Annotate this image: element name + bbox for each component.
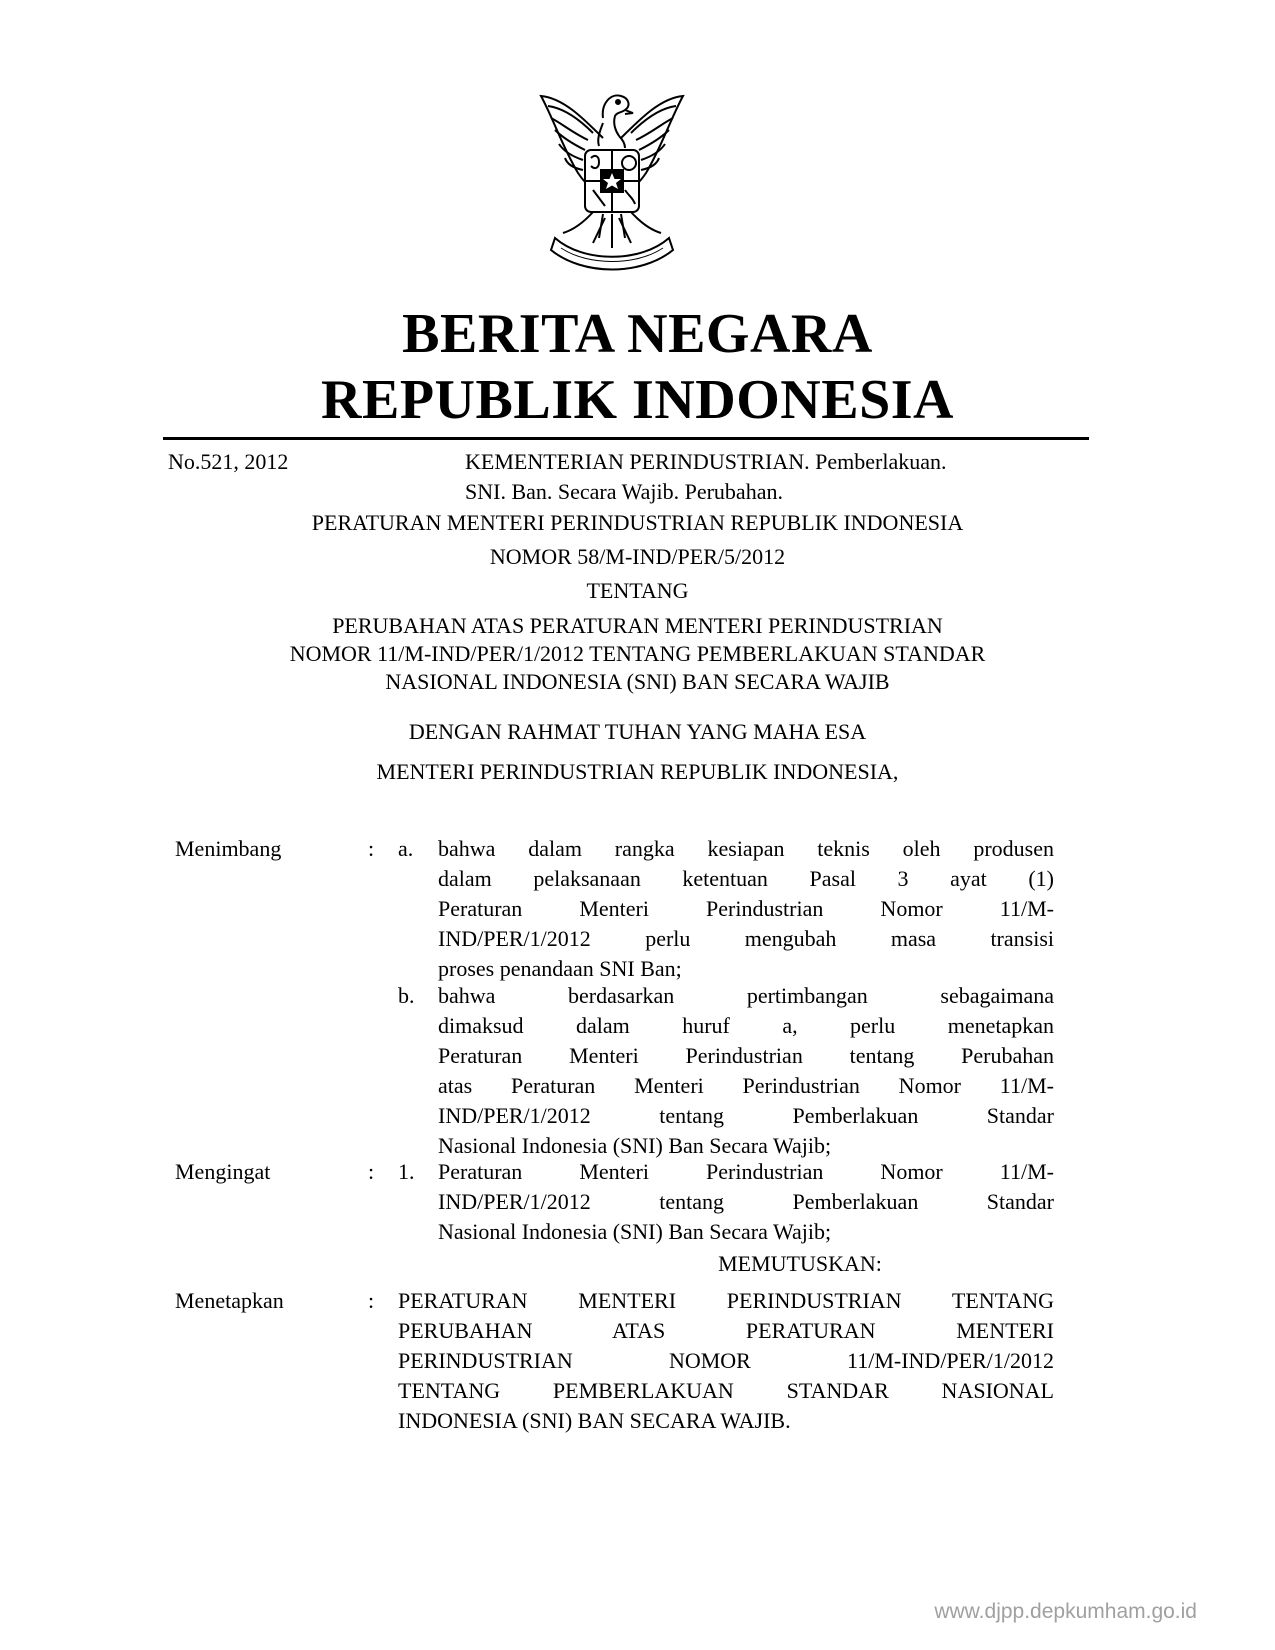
issuing-authority: MENTERI PERINDUSTRIAN REPUBLIK INDONESIA, — [376, 759, 899, 784]
regulation-title: PERATURAN MENTERI PERINDUSTRIAN REPUBLIK INDONESIA — [311, 510, 964, 535]
masthead-subtitle: REPUBLIK INDONESIA — [321, 369, 954, 431]
menimbang-item-a — [438, 834, 1054, 984]
gazette-number: No.521, 2012 — [168, 449, 289, 474]
item-marker-b: b. — [398, 983, 415, 1008]
regulation-number: NOMOR 58/M-IND/PER/5/2012 — [489, 544, 786, 569]
menetapkan-label: Menetapkan — [175, 1288, 284, 1313]
memutuskan-heading: MEMUTUSKAN: — [718, 1251, 882, 1276]
text-line: INDONESIA (SNI) BAN SECARA WAJIB. — [398, 1408, 791, 1433]
source-url: www.djpp.depkumham.go.id — [934, 1600, 1197, 1623]
text-line: IND/PER/1/2012 tentang Pemberlakuan Standar — [438, 1189, 1054, 1214]
text-line: dimaksud dalam huruf a, perlu menetapkan — [438, 1013, 1054, 1038]
text-line: PERUBAHAN ATAS PERATURAN MENTERI — [398, 1318, 1054, 1343]
mengingat-item-1 — [438, 1157, 1054, 1247]
text-line: dalam pelaksanaan ketentuan Pasal 3 ayat (1) — [438, 866, 1054, 891]
text-line: Peraturan Menteri Perindustrian Nomor 11/M- — [438, 1159, 1054, 1184]
regulation-subject: PERUBAHAN ATAS PERATURAN MENTERI PERINDUSTRIAN — [332, 613, 943, 638]
mengingat-label: Mengingat — [175, 1159, 271, 1184]
text-line: PERINDUSTRIAN NOMOR 11/M-IND/PER/1/2012 — [398, 1348, 1054, 1373]
masthead-rule — [163, 437, 1089, 440]
summary-line: KEMENTERIAN PERINDUSTRIAN. Pemberlakuan. — [465, 449, 947, 474]
text-line: bahwa dalam rangka kesiapan teknis oleh produsen — [438, 836, 1054, 861]
text-line: Nasional Indonesia (SNI) Ban Secara Wajib; — [438, 1219, 832, 1244]
menimbang-label: Menimbang — [175, 836, 282, 861]
menetapkan-colon: : — [368, 1288, 375, 1313]
text-line: PERATURAN MENTERI PERINDUSTRIAN TENTANG — [398, 1288, 1054, 1313]
menetapkan-text — [398, 1286, 1054, 1436]
text-line: IND/PER/1/2012 tentang Pemberlakuan Standar — [438, 1103, 1054, 1128]
text-line: Peraturan Menteri Perindustrian Nomor 11/M- — [438, 896, 1054, 921]
text-line: atas Peraturan Menteri Perindustrian Nomor 11/M- — [438, 1073, 1054, 1098]
text-line: TENTANG PEMBERLAKUAN STANDAR NASIONAL — [398, 1378, 1054, 1403]
menimbang-colon: : — [368, 836, 375, 861]
garuda-emblem — [533, 78, 691, 283]
text-line: proses penandaan SNI Ban; — [438, 956, 682, 981]
regulation-subject: NASIONAL INDONESIA (SNI) BAN SECARA WAJIB — [385, 669, 890, 694]
item-marker-1: 1. — [398, 1159, 415, 1184]
text-line: IND/PER/1/2012 perlu mengubah masa transisi — [438, 926, 1054, 951]
item-marker-a: a. — [398, 836, 414, 861]
text-line: Nasional Indonesia (SNI) Ban Secara Wajib; — [438, 1133, 832, 1158]
text-line: bahwa berdasarkan pertimbangan sebagaimana — [438, 983, 1054, 1008]
masthead-title: BERITA NEGARA — [402, 303, 873, 365]
summary-line: SNI. Ban. Secara Wajib. Perubahan. — [465, 479, 783, 504]
regulation-subject: NOMOR 11/M-IND/PER/1/2012 TENTANG PEMBERLAKUAN STANDAR — [289, 641, 986, 666]
invocation: DENGAN RAHMAT TUHAN YANG MAHA ESA — [408, 719, 867, 744]
mengingat-colon: : — [368, 1159, 375, 1184]
text-line: Peraturan Menteri Perindustrian tentang Perubahan — [438, 1043, 1054, 1068]
gazette-summary — [465, 447, 1085, 507]
regulation-tentang: TENTANG — [586, 578, 689, 603]
menimbang-item-b — [438, 981, 1054, 1161]
